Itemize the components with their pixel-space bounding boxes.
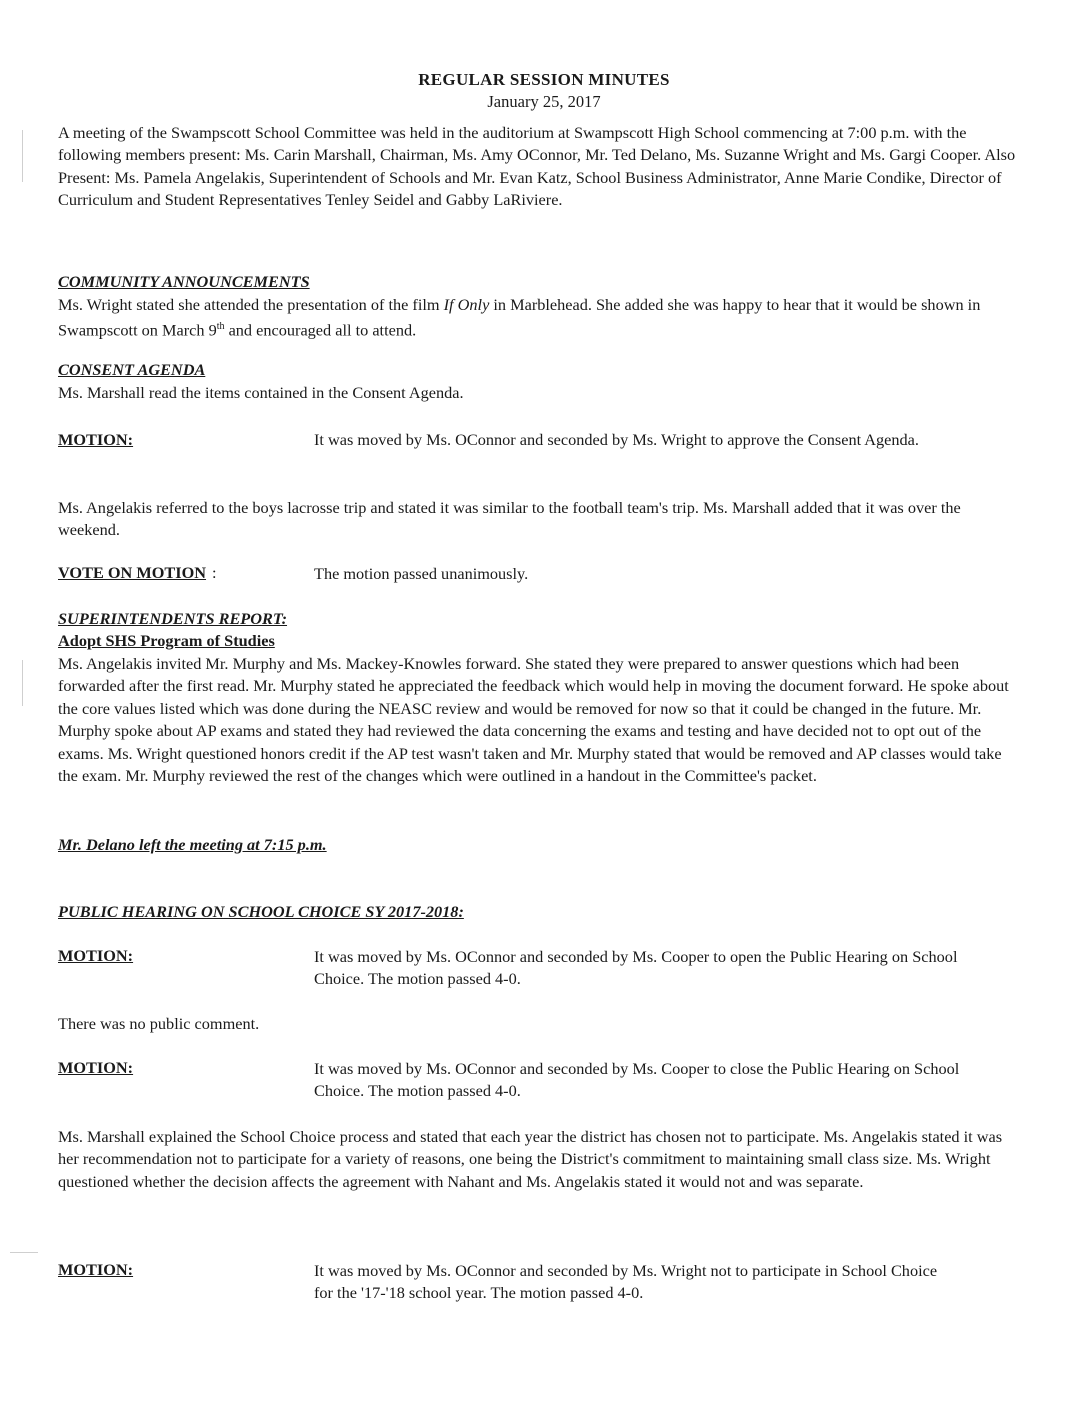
public-hearing-heading: PUBLIC HEARING ON SCHOOL CHOICE SY 2017-2018: (58, 902, 464, 921)
consent-agenda-heading: CONSENT AGENDA (58, 360, 206, 379)
vote-on-motion-label: VOTE ON MOTION (58, 563, 207, 582)
superintendents-report-heading: SUPERINTENDENTS REPORT: (58, 609, 288, 628)
motion-label: MOTION: (58, 430, 134, 449)
motion-label: MOTION: (58, 946, 134, 965)
public-comment-text: There was no public comment. (58, 1014, 260, 1033)
motion-text: It was moved by Ms. OConnor and seconded by Ms. Cooper to open the Public Hearing on School Choice. The motion passed 4-0. (314, 947, 958, 988)
community-announcements-text: Ms. Wright stated she attended the presentation of the film If Only in Marblehead. She added she was happy to hear that it would be shown in Swampscott on March 9th and encouraged all to attend. (58, 295, 981, 340)
vote-colon: : (212, 563, 217, 582)
scan-margin-mark (10, 1252, 38, 1253)
motion-text: It was moved by Ms. OConnor and seconded by Ms. Wright to approve the Consent Agenda. (314, 430, 919, 449)
document-title: REGULAR SESSION MINUTES (418, 70, 670, 89)
motion-text: It was moved by Ms. OConnor and seconded by Ms. Cooper to close the Public Hearing on School Choice. The motion passed 4-0. (314, 1059, 960, 1100)
document-date: January 25, 2017 (487, 92, 601, 111)
superintendent-report-text: Ms. Angelakis invited Mr. Murphy and Ms. Mackey-Knowles forward. She stated they were prepared to answer questions which had been forwarded after the first read. Mr. Murphy stated he appreciated the feedback which would help in moving the document forward. He spoke about the core values listed which was done during the NEASC review and would be removed for now so that it could be changed in the future. Mr. Murphy spoke about AP exams and stated they had reviewed the data concerning the exams and testing and have decided not to opt out of the exams. Ms. Wright questioned honors credit if the AP test wasn't taken and Mr. Murphy stated that would be removed and AP classes would take the exam. Mr. Murphy reviewed the rest of the changes which were outlined in a handout in the Committee's packet. (58, 654, 1009, 786)
motion-label: MOTION: (58, 1058, 134, 1077)
school-choice-discussion: Ms. Marshall explained the School Choice process and stated that each year the district has chosen not to participate. Ms. Angelakis stated it was her recommendation not to participate for a variety of reasons, one being the District's commitment to maintaining small class size. Ms. Wright questioned whether the decision affects the agreement with Nahant and Ms. Angelakis stated it would not and was separate. (58, 1127, 1003, 1191)
motion-label: MOTION: (58, 1260, 134, 1279)
consent-discussion: Ms. Angelakis referred to the boys lacrosse trip and stated it was similar to the football team's trip. Ms. Marshall added that it was over the weekend. (58, 498, 961, 540)
vote-text: The motion passed unanimously. (314, 564, 529, 583)
scan-margin-mark (22, 660, 23, 706)
consent-agenda-text: Ms. Marshall read the items contained in the Consent Agenda. (58, 383, 464, 402)
film-title: If Only (443, 295, 490, 314)
attendance-paragraph: A meeting of the Swampscott School Committee was held in the auditorium at Swampscott High School commencing at 7:00 p.m. with the following members present: Ms. Carin Marshall, Chairman, Ms. Amy OConnor, Mr. Ted Delano, Ms. Suzanne Wright and Ms. Gargi Cooper. Also Present: Ms. Pamela Angelakis, Superintendent of Schools and Mr. Evan Katz, School Business Administrator, Anne Marie Condike, Director of Curriculum and Student Representatives Tenley Seidel and Gabby LaRiviere. (58, 123, 1016, 210)
scan-margin-mark (22, 130, 23, 182)
motion-text: It was moved by Ms. OConnor and seconded by Ms. Wright not to participate in School Choice for the '17-'18 school year. The motion passed 4-0. (314, 1261, 938, 1302)
delano-left-note: Mr. Delano left the meeting at 7:15 p.m. (58, 835, 327, 854)
program-of-studies-subheading: Adopt SHS Program of Studies (58, 631, 275, 650)
community-announcements-heading: COMMUNITY ANNOUNCEMENTS (58, 272, 310, 291)
